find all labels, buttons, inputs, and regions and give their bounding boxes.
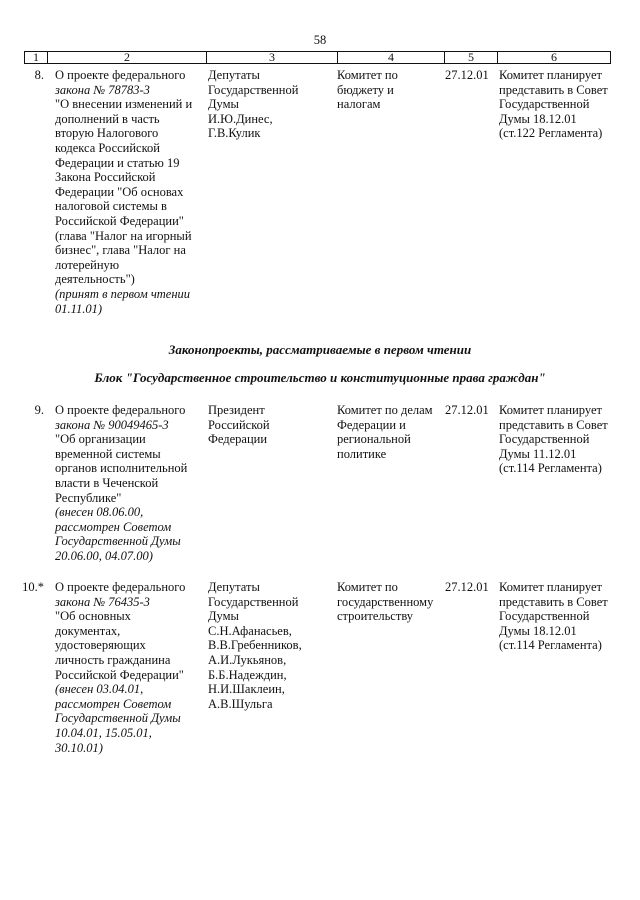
bill-title-line: О проекте федерального bbox=[55, 68, 186, 82]
plan-line: Думы 18.12.01 bbox=[499, 623, 577, 638]
bill-title-line: Российской Федерации" bbox=[55, 213, 184, 228]
plan-cell bbox=[499, 403, 619, 476]
initiator-line: В.В.Гребенников, bbox=[208, 638, 302, 653]
committee-line: налогам bbox=[337, 97, 381, 112]
bill-title-line: О проекте федерального bbox=[55, 403, 186, 417]
column-number-3: 3 bbox=[206, 52, 337, 63]
plan-line: (ст.122 Регламента) bbox=[499, 126, 603, 141]
bill-title-line: Российской Федерации" bbox=[55, 667, 184, 682]
initiator-line: Г.В.Кулик bbox=[208, 126, 261, 141]
initiator-line: С.Н.Афанасьев, bbox=[208, 623, 292, 638]
page-number: 58 bbox=[313, 33, 327, 47]
bill-title-line: Закона Российской bbox=[55, 170, 156, 185]
bill-title-line: лотерейную bbox=[55, 257, 120, 272]
committee-line: бюджету и bbox=[337, 82, 394, 97]
bill-title-line: О проекте федерального bbox=[55, 580, 186, 594]
bill-title-line: (глава "Налог на игорный bbox=[55, 228, 192, 243]
date-cell: 27.12.01 bbox=[445, 403, 489, 417]
bill-title-line: Федерации и статью 19 bbox=[55, 155, 180, 170]
committee-line: Комитет по bbox=[337, 580, 398, 594]
initiator-line: Федерации bbox=[208, 432, 268, 447]
committee-line: Федерации и bbox=[337, 417, 406, 432]
bill-title-line: деятельность") bbox=[55, 272, 135, 287]
bill-status-note: рассмотрен Советом bbox=[55, 696, 172, 711]
initiator-line: А.В.Шульга bbox=[208, 696, 273, 711]
plan-line: (ст.114 Регламента) bbox=[499, 461, 602, 476]
initiator-line: Государственной bbox=[208, 594, 299, 609]
initiator-line: Депутаты bbox=[208, 68, 260, 82]
bill-status-note: (принят в первом чтении bbox=[55, 286, 191, 301]
bill-title-line: налоговой системы в bbox=[55, 199, 167, 214]
bill-title-line: Федерации "Об основах bbox=[55, 184, 184, 199]
bill-number: закона № 78783-3 bbox=[55, 82, 150, 97]
plan-line: Комитет планирует bbox=[499, 580, 602, 594]
bill-status-note: Государственной Думы bbox=[55, 534, 181, 549]
initiator-line: Думы bbox=[208, 97, 239, 112]
bill-title-cell bbox=[55, 403, 200, 564]
table-header-row bbox=[24, 51, 611, 64]
bill-title-line: "Об основных bbox=[55, 609, 131, 624]
bill-title-line: власти в Чеченской bbox=[55, 475, 159, 490]
plan-line: представить в Совет bbox=[499, 417, 608, 432]
committee-line: государственному bbox=[337, 594, 434, 609]
plan-line: Комитет планирует bbox=[499, 403, 602, 417]
initiator-line: Государственной bbox=[208, 82, 299, 97]
bill-title-line: "Об организации bbox=[55, 432, 146, 447]
bill-number: закона № 90049465-3 bbox=[55, 417, 169, 432]
bill-title-line: бизнес", глава "Налог на bbox=[55, 243, 186, 258]
bill-title-line: органов исполнительной bbox=[55, 461, 188, 476]
initiator-cell bbox=[208, 68, 333, 141]
column-number-1: 1 bbox=[33, 50, 39, 64]
bill-title-line: кодекса Российской bbox=[55, 140, 160, 155]
bill-status-note: (внесен 08.06.00, bbox=[55, 505, 144, 520]
committee-line: строительству bbox=[337, 609, 414, 624]
plan-line: представить в Совет bbox=[499, 594, 608, 609]
date-cell: 27.12.01 bbox=[445, 68, 489, 82]
bill-title-line: вторую Налогового bbox=[55, 126, 159, 141]
bill-title-cell bbox=[55, 68, 200, 316]
initiator-line: И.Ю.Динес, bbox=[208, 111, 273, 126]
initiator-line: А.И.Лукьянов, bbox=[208, 652, 287, 667]
plan-cell bbox=[499, 68, 619, 141]
committee-cell bbox=[337, 403, 442, 461]
column-number-2: 2 bbox=[47, 52, 206, 63]
bill-number: закона № 76435-3 bbox=[55, 594, 150, 609]
plan-line: Государственной bbox=[499, 432, 590, 447]
bill-status-note: рассмотрен Советом bbox=[55, 519, 172, 534]
plan-line: Думы 11.12.01 bbox=[499, 446, 577, 461]
bill-status-note: 10.04.01, 15.05.01, bbox=[55, 725, 152, 740]
bill-status-note: Государственной Думы bbox=[55, 711, 181, 726]
plan-line: Комитет планирует bbox=[499, 68, 602, 82]
bill-title-line: удостоверяющих bbox=[55, 638, 146, 653]
plan-line: Думы 18.12.01 bbox=[499, 111, 577, 126]
initiator-line: Президент bbox=[208, 403, 265, 417]
section-heading: Законопроекты, рассматриваемые в первом чтении bbox=[168, 342, 472, 357]
initiator-cell bbox=[208, 580, 333, 711]
bill-status-note: 01.11.01) bbox=[55, 301, 102, 316]
bill-status-note: 30.10.01) bbox=[55, 740, 103, 755]
bill-status-note: (внесен 03.04.01, bbox=[55, 682, 144, 697]
plan-line: представить в Совет bbox=[499, 82, 608, 97]
initiator-cell bbox=[208, 403, 333, 447]
bill-status-note: 20.06.00, 04.07.00) bbox=[55, 548, 153, 563]
bill-title-line: дополнений в часть bbox=[55, 111, 160, 126]
date-cell: 27.12.01 bbox=[445, 580, 489, 594]
bill-title-cell bbox=[55, 580, 200, 755]
committee-cell bbox=[337, 68, 442, 112]
row-number: 10.* bbox=[22, 580, 44, 594]
bill-title-line: временной системы bbox=[55, 446, 161, 461]
bill-title-line: личность гражданина bbox=[55, 652, 171, 667]
row-number: 8. bbox=[34, 68, 44, 82]
plan-cell bbox=[499, 580, 619, 653]
column-number-6: 6 bbox=[497, 52, 610, 63]
plan-line: Государственной bbox=[499, 97, 590, 112]
committee-line: Комитет по делам bbox=[337, 403, 433, 417]
initiator-line: Российской bbox=[208, 417, 270, 432]
plan-line: (ст.114 Регламента) bbox=[499, 638, 602, 653]
initiator-line: Б.Б.Надеждин, bbox=[208, 667, 287, 682]
column-number-4: 4 bbox=[337, 52, 444, 63]
committee-line: Комитет по bbox=[337, 68, 398, 82]
initiator-line: Н.И.Шаклеин, bbox=[208, 682, 285, 697]
block-heading: Блок "Государственное строительство и конституционные права граждан" bbox=[94, 370, 546, 385]
bill-title-line: документах, bbox=[55, 623, 121, 638]
bill-title-line: Республике" bbox=[55, 490, 122, 505]
column-number-5: 5 bbox=[444, 52, 497, 63]
initiator-line: Думы bbox=[208, 609, 239, 624]
row-number: 9. bbox=[34, 403, 44, 417]
committee-line: региональной bbox=[337, 432, 411, 447]
initiator-line: Депутаты bbox=[208, 580, 260, 594]
bill-title-line: "О внесении изменений и bbox=[55, 97, 193, 112]
plan-line: Государственной bbox=[499, 609, 590, 624]
committee-line: политике bbox=[337, 446, 387, 461]
committee-cell bbox=[337, 580, 442, 624]
